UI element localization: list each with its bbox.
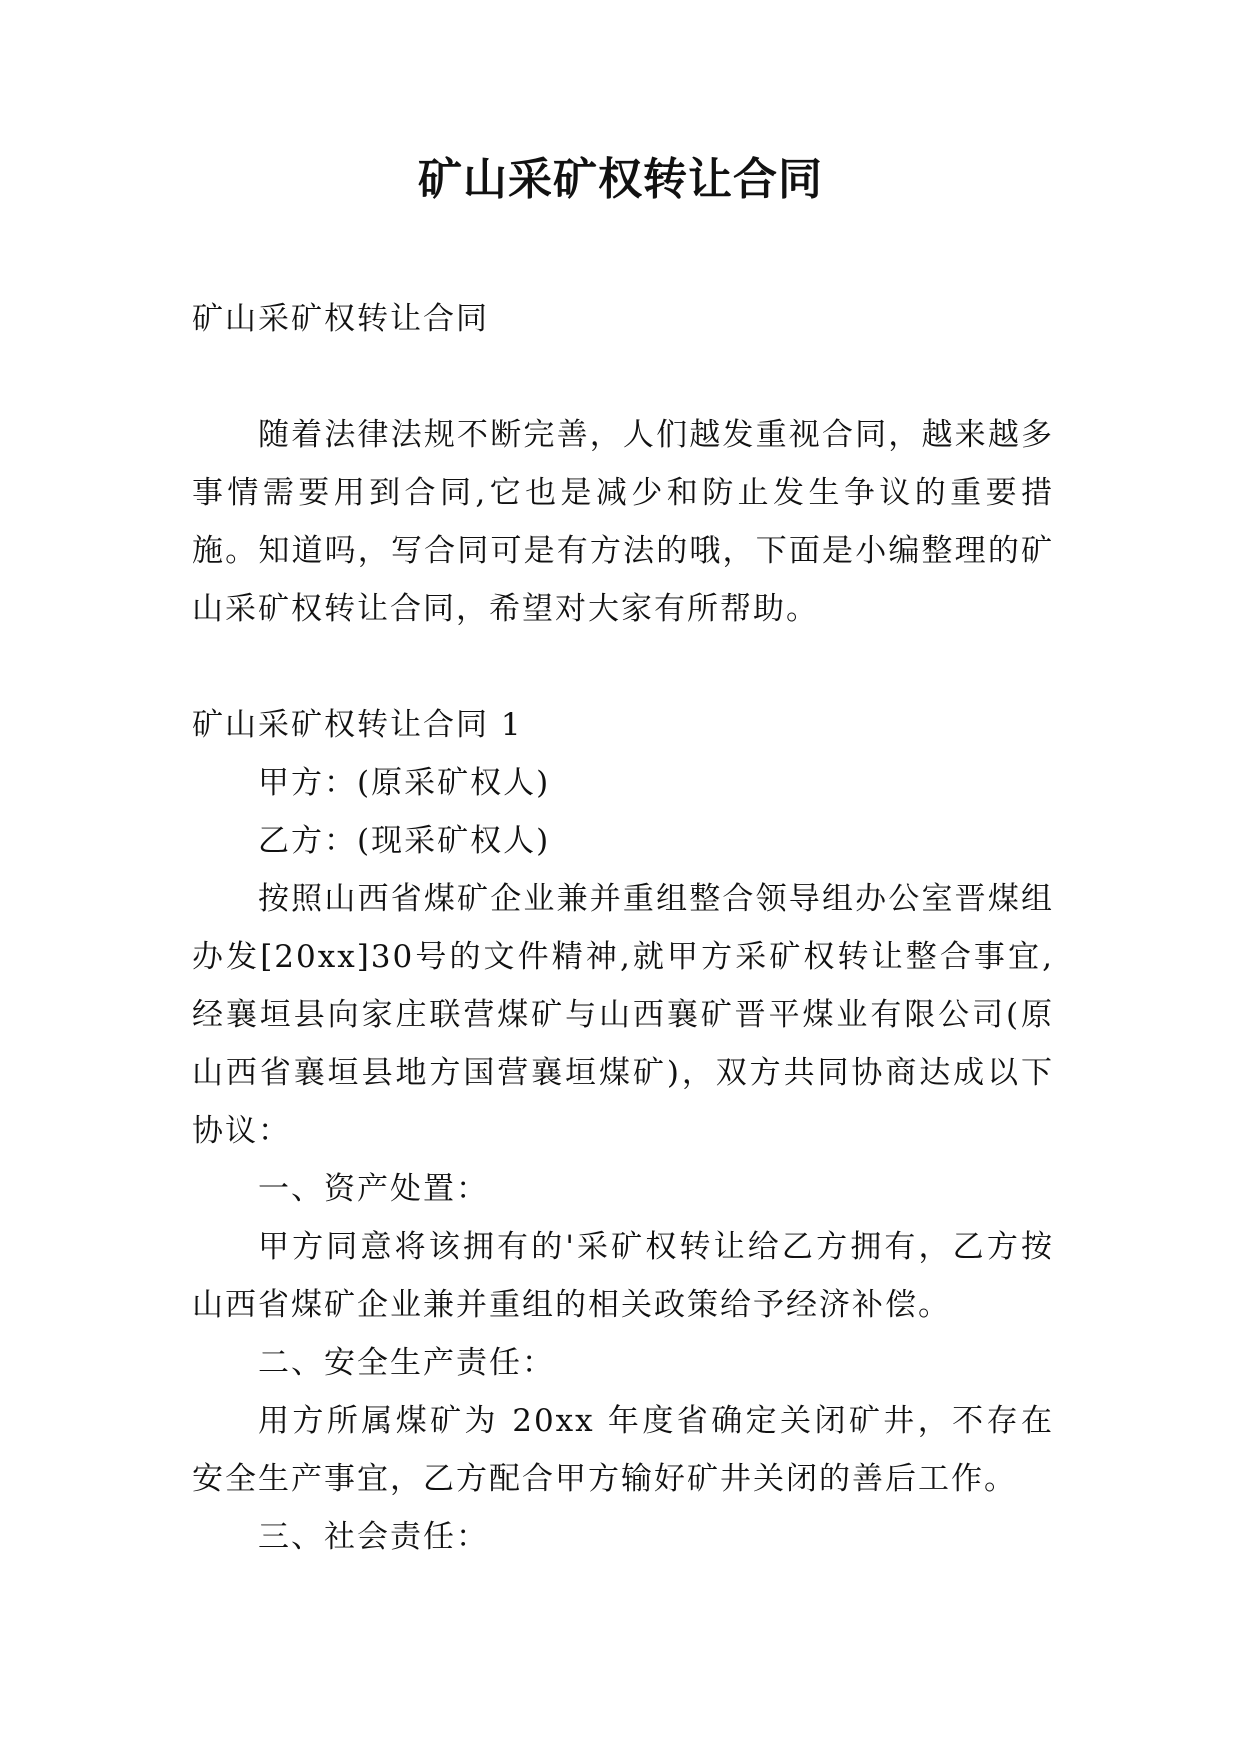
document-title: 矿山采矿权转让合同 bbox=[418, 154, 823, 205]
party-a-line: 甲方：(原采矿权人) bbox=[258, 765, 551, 801]
document-subtitle: 矿山采矿权转让合同 bbox=[192, 301, 489, 337]
intro-paragraph: 随着法律法规不断完善，人们越发重视合同，越来越多事情需要用到合同,它也是减少和防止发生争议的重要措施。知道吗，写合同可是有方法的哦，下面是小编整理的矿山采矿权转让合同，希望对大家有所帮助。 bbox=[192, 417, 1054, 627]
preamble-paragraph: 按照山西省煤矿企业兼并重组整合领导组办公室晋煤组办发[20xx]30号的文件精神,就甲方采矿权转让整合事宜,经襄垣县向家庄联营煤矿与山西襄矿晋平煤业有限公司(原山西省襄垣县地方国营襄垣煤矿)，双方共同协商达成以下协议： bbox=[192, 881, 1054, 1149]
party-b-line: 乙方：(现采矿权人) bbox=[258, 823, 551, 859]
contract-heading: 矿山采矿权转让合同 1 bbox=[192, 707, 523, 743]
section-2-body: 用方所属煤矿为 20xx 年度省确定关闭矿井，不存在安全生产事宜，乙方配合甲方输好矿井关闭的善后工作。 bbox=[192, 1403, 1054, 1497]
document-body bbox=[192, 290, 1054, 1566]
section-1-heading: 一、资产处置： bbox=[258, 1171, 489, 1207]
section-2-heading: 二、安全生产责任： bbox=[258, 1345, 555, 1381]
section-3-heading: 三、社会责任： bbox=[258, 1519, 489, 1555]
section-1-body: 甲方同意将该拥有的'采矿权转让给乙方拥有，乙方按山西省煤矿企业兼并重组的相关政策给予经济补偿。 bbox=[192, 1229, 1054, 1323]
